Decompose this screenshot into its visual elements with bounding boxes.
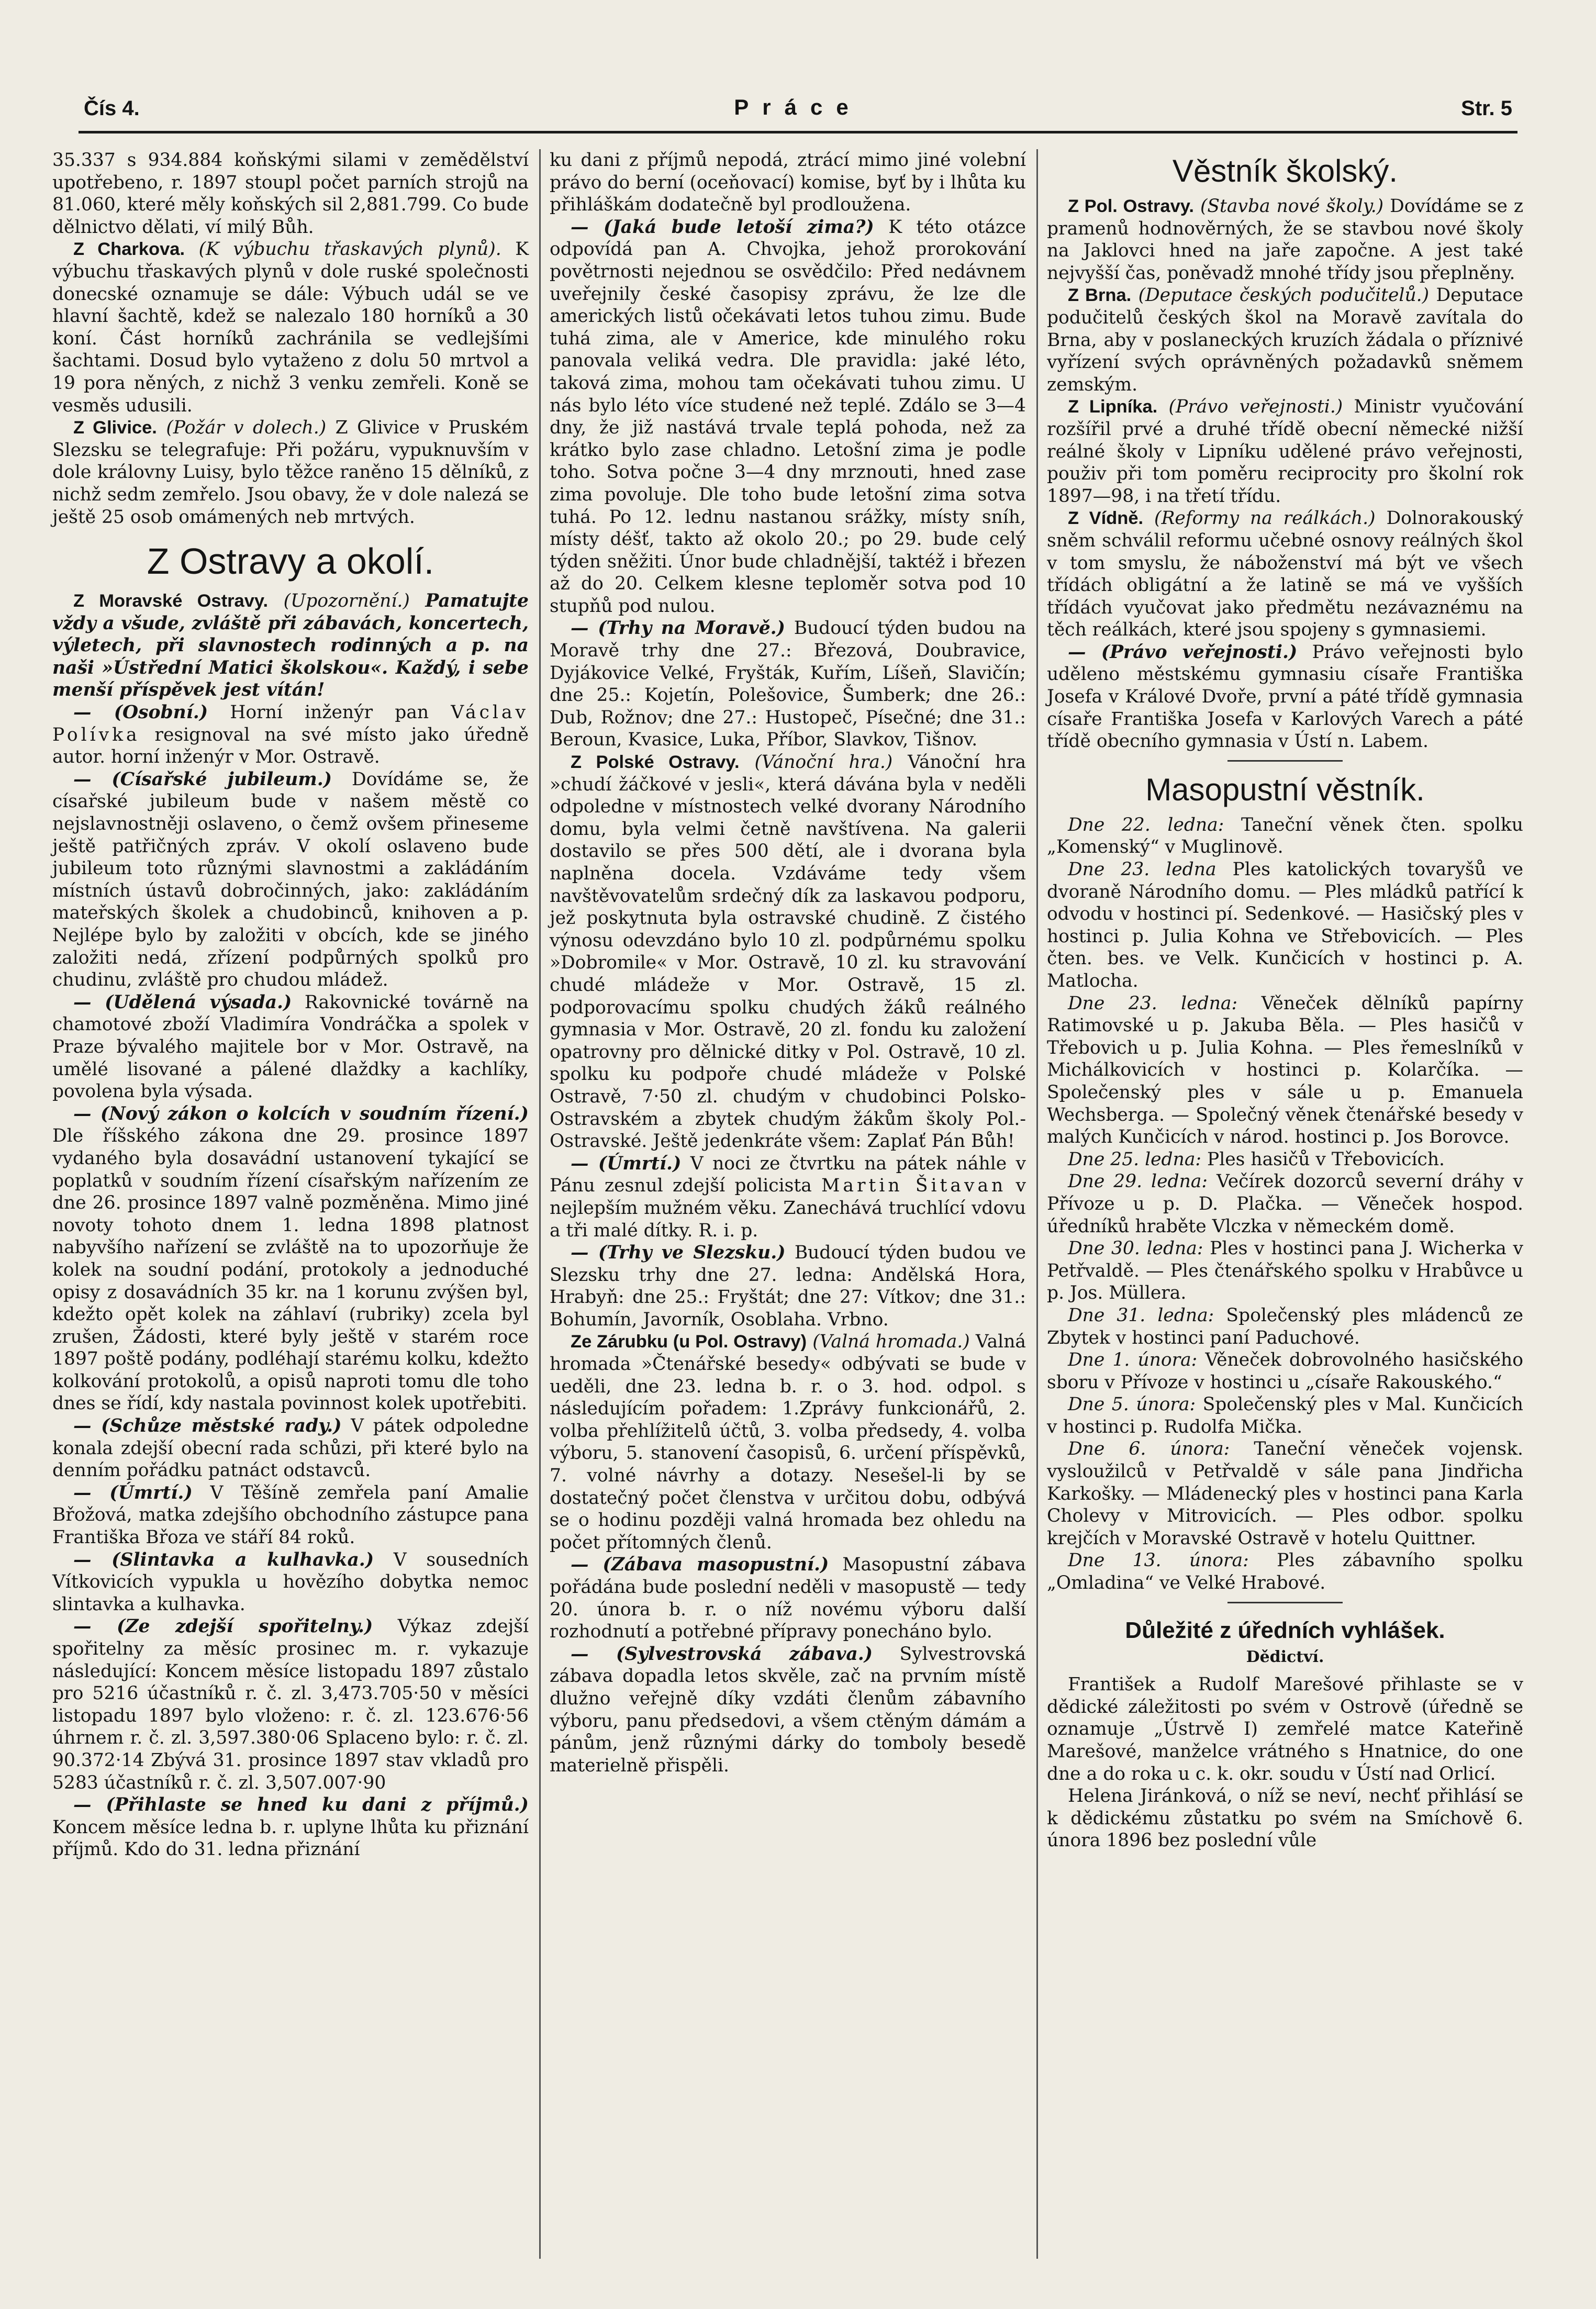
event-date: Dne 23. ledna: [1068,992,1238,1014]
article-text: Vánoční hra »chudí žáčkové v jesli«, která dávána byla v neděli odpoledne v místnostech velké dvorany Národního domu, byla velmi četně navštívena. Na galerii dostavilo se přes 500 dětí, ale i dvorana byla naplněna docela. Vzdáváme tedy všem navštěvovatelům srdečný dík za laskavou podporu, jež poskytnuta byla ostravské chudině. Z čistého výnosu odevzdáno bylo 10 zl. podpůrnému spolku »Dobromile« v Mor. Ostravě, 10 zl. ku stravování chudé mládeže v Mor. Ostravě, 15 zl. podporovacímu spolku chudých žáků reálného gymnasia v Mor. Ostravě, 20 zl. fondu ku založení opatrovny pro dělnické ditky v Pol. Ostravě, 10 zl. spolku ku podpoře chudé mládeže v Polské Ostravě, 7·50 zl. chudým v chudobinci Polsko-Ostravském a zbytek chudým žákům školy Pol.-Ostravské. Ještě jedenkráte všem: Zaplať Pán Bůh! [550,752,1026,1152]
place-heading: Ze Zárubku (u Pol. Ostravy) [571,1332,807,1352]
article-upozorneni [52,590,529,701]
article-text: Rakovnické továrně na chamotové zboží Vladimíra Vondráčka a spolek v Praze bývalého majitele bor v Mor. Ostravě, na umělé lisované a pálené dlaždky a kachlíky, povolena byla výsada. [52,991,529,1102]
article-viden [1047,507,1523,641]
article-text: V sousedních Vítkovicích vypukla u hovězího dobytka nemoc slintavka a kulhavka. [52,1549,529,1615]
event-date: Dne 1. února: [1068,1349,1198,1371]
article-text: Dolnorakouský sněm schválil reformu učebné osnovy reálných škol v tom smyslu, že náboženství má být ve všech třídách obligátní a že latině se má ve vyšších třídách vyučovat jako předmětu nezávaznému na těch reálkách, které jsou spojeny s gymnasiemi. [1047,508,1524,641]
article-topic: — (Ze zdejší spořitelny.) [73,1616,373,1637]
article-text: Z Glivice v Pruském Slezsku se telegrafuje: Při požáru, vypuknuvším v dole královny Luisy, bylo těžce raněno 15 dělníků, z nichž sedm zemřelo. Jsou obavy, že v dole nalezá se ještě 25 osob omámených neb mrtvých. [52,417,529,528]
notice-text: František a Rudolf Marešové přihlaste se v dědické záležitosti po svém v Ostrově (úředně se oznamuje „Ústrvě I) zemřelé matce Kateřině Marešové, manželce vrátného s Hnatnice, do one dne a do roka u c. k. okr. soudu v Ústí nad Orlicí. [1047,1674,1523,1784]
article-text: K výbuchu třaskavých plynů v dole ruské společnosti donecské oznamuje se dále: Výbuch udál se ve hlavní šachtě, kdež se nalezalo 180 horníků a 30 koní. Část horníků zachránila se vedlejšími šachtami. Dosud bylo vytaženo z dolu 50 mrtvol a 19 pora něných, z nichž 3 venku zemřeli. Koně se vesměs udusili. [52,239,529,416]
section-heading: Věstník školský. [1172,153,1398,188]
column-divider [539,149,541,2259]
place-heading: Z Polské Ostravy. [571,752,740,773]
article-zakon [52,1103,529,1415]
event-text: Věneček dobrovolného hasičského sboru v Přívoze v hostinci u „císaře Rakouského.“ [1047,1349,1524,1393]
section-heading: Důležité z úředních vyhlášek. [1125,1617,1445,1643]
event-text: Společenský ples mládenců ze Zbytek v hostinci paní Paduchové. [1047,1304,1523,1348]
article-pol-ostrava [1047,195,1523,284]
article-text: Budoucí týden budou ve Slezsku trhy dne 27. ledna: Andělská Hora, Hrabyň: dne 25.: Fryštát; dne 27: Vítkov; dne 31.: Bohumín, Javorník, Osoblaha. Vrbno. [550,1242,1026,1330]
place-heading: Z Moravské Ostravy. [73,591,269,611]
column-divider [1036,149,1038,2259]
subheading: Dědictví. [1246,1647,1324,1666]
article-osobni [52,701,529,768]
place-heading: Z Vídně. [1068,508,1144,529]
person-name: Martin Šitavan [821,1175,1007,1197]
article-umrti [52,1482,529,1549]
event-text: Taneční věnek čten. spolku „Komenský“ v Muglinově. [1047,814,1524,858]
event-entry [1047,1237,1523,1304]
article-topic: (Vánoční hra.) [754,752,893,773]
event-text: Ples hasičů v Třebovicích. [1207,1148,1445,1170]
article-zima [550,216,1026,618]
article-text: Dle říšského zákona dne 29. prosince 1897 vydaného byla dosavádní ustanovení tykající se poplatků v soudním řízení císařským nařízením ze dne 26. prosince 1897 valně pozměněna. Mimo jiné novoty tohoto dnem 1. ledna 1898 platnost nabyvšího nařízení se zvláště na to upozorňuje že kolek na soudní podání, protokoly a jednoduché opisy z dosavádních 35 kr. na 1 korunu zvýšen byl, kdežto opět kolek na záhlaví (rubriky) zcela byl zrušen, Žádosti, které byly ještě v starém roce 1897 poště podány, podléhají starému kolku, kdežto kolkování protokolů, a opisů naproti tomu dle toho dnes se řídí, kdy nastala povinnost kolek upotřebiti. [52,1125,529,1414]
section-rule [1227,760,1343,762]
article-topic: — (Zábava masopustní.) [571,1554,829,1576]
article-text: Koncem měsíce ledna b. r. uplyne lhůta ku přiznání příjmů. Kdo do 31. ledna přiznání [52,1816,529,1860]
section-heading: Z Ostravy a okolí. [147,541,434,582]
event-entry [1047,992,1523,1148]
article-text: Dovídáme se, že císařské jubileum bude v našem městě co nejslavnostněji oslaveno, o čemž ovšem přineseme ještě patřičných zpráv. V okolí oslaveno bude jubileum toto různými slavnostmi a zakládáním místních ústavů dobročinných, jako: zakládáním mateřských školek a chudobinců, knihoven a p. Nejlépe bylo by založiti v obcích, kde se jiného založiti nedá, zřízení podpůrných spolků pro chudinu, zvláště pro chudou mládež. [52,768,529,991]
article-topic: — (Jaká bude letoší zima?) [571,216,874,238]
event-date: Dne 13. února: [1068,1550,1249,1571]
article-topic: — (Císařské jubileum.) [73,768,332,790]
article-topic: (Upozornění.) [283,590,410,612]
article-topic: — (Udělená výsada.) [73,991,292,1013]
event-text: Společenský ples v Mal. Kunčicích v hostinci p. Rudolfa Mička. [1047,1394,1524,1437]
person-name: Václav Polívka [52,702,529,745]
article-vysada [52,991,529,1103]
article-text: V pátek odpoledne konala zdejší obecní rada schůzi, při které bylo na denním pořádku patnáct odstavců. [52,1415,529,1481]
article-slintavka [52,1549,529,1616]
event-date: Dne 5. února: [1068,1394,1196,1415]
article-sylvestr [550,1643,1026,1777]
article-text: Masopustní zábava pořádána bude poslední neděli v masopustě — tedy 20. února b. r. o níž novému výboru další rozhodnutí a potřebné přípravy ponecháno bylo. [550,1554,1026,1643]
article-topic: — (Schůze městské rady.) [73,1415,342,1437]
event-date: Dne 31. ledna: [1068,1304,1214,1326]
article-text: Právo veřejnosti bylo uděleno městskému gymnasiu císaře Františka Josefa v Králové Dvoře, první a páté třídě gymnasia císaře Františka Josefa v Karlových Varech a páté třídě obecního gymnasia v Ústí n. Labem. [1047,641,1523,752]
place-heading: Z Lipníka. [1068,397,1158,417]
place-heading: Z Brna. [1068,285,1132,306]
article-topic: — (Sylvestrovská zábava.) [571,1643,873,1665]
article-topic: (Právo veřejnosti.) [1168,396,1343,418]
article-pravo [1047,641,1523,753]
article-topic: — (Trhy na Moravě.) [571,618,785,639]
article-topic: — (Přihlaste se hned ku dani z příjmů.) [73,1794,529,1816]
article-continuation: 35.337 s 934.884 koňskými silami v zemědělství upotřebeno, r. 1897 stoupl počet parních strojů na 81.060, které měly koňských sil 2,881.799. Co bude dělnictvo dělati, ví milý Bůh. [52,150,529,238]
article-text: Horní inženýr pan [230,702,429,723]
article-umrti [550,1153,1026,1242]
event-text: Ples v hostinci pana J. Wicherka v Petřvaldě. — Ples čtenářského spolku v Hrabůvce u p. Jos. Müllera. [1047,1238,1524,1304]
article-text: v nejlepším mužném věku. Zanechává truchlící vdovu a tři malé dítky. R. i. p. [550,1175,1026,1241]
article-topic: (Požár v dolech.) [166,417,327,439]
article-schuze [52,1415,529,1482]
event-entry [1047,1438,1523,1549]
event-date: Dne 23. ledna [1068,859,1216,880]
article-vanocni-hra [550,751,1026,1153]
article-trhy-morava [550,617,1026,751]
article-topic: (K výbuchu třaskavých plynů). [198,239,501,260]
event-text: Večírek dozorců severní dráhy v Přívoze u p. D. Plačka. — Věneček hospod. úředníků hraběte Vlczka v německém domě. [1047,1171,1524,1237]
notice-text: Helena Jiránková, o níž se neví, nechť přihlásí se k dědickému zůstatku po svém na Smíchově 6. února 1896 bez poslední vůle [1047,1786,1523,1851]
article-sporitelna [52,1615,529,1794]
article-topic: — (Osobní.) [73,702,208,723]
event-date: Dne 6. února: [1068,1438,1230,1460]
place-heading: Z Pol. Ostravy. [1068,196,1194,216]
article-text: resignoval na své místo jako úředně autor. horní inženýr v Mor. Ostravě. [52,724,529,768]
section-rule [1227,1602,1343,1603]
event-text: Věneček dělníků papírny Ratimovské u p. Jakuba Běla. — Ples hasičů v Třebovich u p. Julia Kohna. — Ples řemeslníků v Michálkovicích v hostinci p. Kolarčíka. — Společenský ples v sále u p. Emanuela Wechsberga. — Společný věnek čtenářské besedy v malých Kunčicích v národ. hostinci p. Jos Borovce. [1047,992,1524,1148]
page-number: Str. 5 [1461,97,1512,120]
article-text: Pamatujte vždy a všude, zvláště při zábavách, koncertech, výletech, při slavnostech rodinných a p. na naši »Ústřední Matici školskou«. Každý, i sebe menší příspěvek jest vítán! [52,590,529,701]
article-text: K této otázce odpovídá pan A. Chvojka, jehož prorokování povětrnosti nejednou se osvědčilo: Před nedávnem uveřejnily české časopisy zprávu, že lze dle amerických listů očekávati letos tuhou zimu. Bude tuhá zima, ale v Americe, kde minulého roku panovala veliká vedra. Dle pravidla: jaké léto, taková zima, mohou tam očekávati tuhou zimu. U nás bylo léto více studené než teplé. Zdálo se 3—4 dny, že již nastává trvale teplá pohoda, než za krátko bylo zase chladno. Letošní zima je podle toho. Sotva počne 3—4 dny mrznouti, hned zase zima povoluje. Dle toho bude letošní zima sotva tuhá. Po 12. lednu nastanou srážky, místy sníh, místy déšť, takto až okolo 20.; po 29. bude celý týden sněžiti. Únor bude chladnější, taktéž i březen až do 20. Celkem klesne teploměr sotva pod 10 stupňů pod nulou. [550,216,1026,617]
event-entry [1047,1349,1523,1393]
column-2 [550,149,1026,1777]
article-text: Ministr vyučování rozšířil prvé a druhé třídě obecní německé nižší reálné školy v Lipníku udělené právo veřejnosti, použiv při tom poměru reciprocity pro školní rok 1897—98, i na třetí třídu. [1047,396,1524,507]
article-zarubek [550,1331,1026,1554]
place-heading: Z Charkova. [73,239,185,260]
page-header [79,92,1517,128]
article-topic: — (Úmrtí.) [571,1153,682,1174]
event-text: Ples zábavního spolku „Omladina“ ve Velké Hrabové. [1047,1550,1523,1594]
article-topic: (Stavba nové školy.) [1200,196,1384,217]
article-text: Dovídáme se z pramenů hodnověrných, že se stavbou nové školy na Jaklovci hned na jaře započne. A jest také nejvyšší čas, poněvadž mnohé třídy jsou přeplněny. [1047,196,1524,284]
article-topic: (Reformy na reálkách.) [1154,508,1376,529]
event-entry [1047,1304,1523,1349]
article-text: V Těšíně zemřela paní Amalie Břožová, matka zdejšího obchodního zástupce pana Františka Břoza ve stáří 84 roků. [52,1482,529,1548]
article-topic: — (Slintavka a kulhavka.) [73,1549,374,1570]
place-heading: Z Glivice. [73,418,157,438]
article-jubileum [52,768,529,991]
article-topic: — (Úmrtí.) [73,1482,193,1503]
event-entry [1047,1148,1523,1171]
event-entry [1047,1549,1523,1594]
newspaper-title: Práce [734,95,862,119]
event-entry [1047,1170,1523,1237]
event-text: Ples katolických tovaryšů ve dvoraně Národního domu. — Ples mládků patřící k odvodu v hostinci pí. Sedenkové. — Hasičský ples v hostinci p. Julia Kohna ve Střebovicích. — Ples čten. bes. ve Velk. Kunčicích v hostinci p. A. Matlocha. [1047,859,1524,991]
event-text: Taneční věneček vojensk. vysloužilců v Petřvaldě v sále pana Jindřicha Karkošky. — Mládenecký ples v hostinci pana Karla Cholevy v Mitrovicích. — Ples odbor. spolku krejčích v Moravské Ostravě v hotelu Quittner. [1047,1438,1523,1549]
article-continuation: ku dani z příjmů nepodá, ztrácí mimo jiné volební právo do berní (oceňovací) komise, byť by i lhůta ku přihláškám dodatečně byl prodloužena. [550,150,1026,216]
article-text: V noci ze čtvrtku na pátek náhle v Pánu zesnul zdejší policista [550,1153,1026,1197]
article-text: Sylvestrovská zábava dopadla letos skvěle, zač na prvním místě dlužno veřejně díky vzdáti členům zábavního výboru, panu předsedovi, a všem ctěným dámám a pánům, jenž různými dárky do tomboly besedě materielně přispěli. [550,1643,1026,1776]
article-dani [52,1794,529,1861]
article-brno [1047,284,1523,396]
event-date: Dne 22. ledna: [1068,814,1224,835]
event-date: Dne 25. ledna: [1068,1148,1202,1170]
article-text: Budoucí týden budou na Moravě trhy dne 27.: Březová, Doubravice, Dyjákovice Velké, Fryšták, Kuřím, Líšeň, Slavičín; dne 25.: Kojetín, Polešovice, Šumberk; dne 26.: Dub, Rožnov; dne 27.: Hustopeč, Písečné; dne 31.: Beroun, Kvasice, Luka, Příbor, Slavkov, Tišnov. [550,618,1026,751]
issue-number: Čís 4. [84,97,140,120]
event-date: Dne 30. ledna: [1068,1238,1203,1259]
article-trhy-slezsko [550,1242,1026,1331]
section-heading: Masopustní věstník. [1145,772,1425,807]
article-topic: — (Trhy ve Slezsku.) [571,1242,786,1264]
article-lipnik [1047,396,1523,507]
column-3 [1047,149,1523,1852]
article-text: Valná hromada »Čtenářské besedy« odbývati se bude v ueděli, dne 23. ledna b. r. o 3. hod. odpol. s následujícím pořadem: 1.Zprávy funkcionářů, 2. volba přehlížitelů účtů, 3. volba předsedy, 4. volba výboru, 5. stanovení časopisů, 6. určení příspěvků, 7. volné návrhy a dotazy. Nesešel-li by se dostatečný počet členstva v určitou dobu, odbývá se o hodinu později valná hromada bez ohledu na počet přítomných členů. [550,1331,1026,1553]
header-rule [79,131,1517,133]
article-topic: (Valná hromada.) [812,1331,970,1353]
article-zabava [550,1554,1026,1643]
article-topic: — (Nový zákon o kolcích v soudním řízení.) [73,1103,529,1124]
article-charkov [52,238,529,417]
article-topic: — (Právo veřejnosti.) [1068,641,1298,663]
event-date: Dne 29. ledna: [1068,1171,1208,1192]
article-glivice [52,417,529,528]
article-text: Výkaz zdejší spořitelny za měsíc prosinec m. r. vykazuje následující: Koncem měsíce listopadu 1897 zůstalo pro 5216 účastníků r. č. zl. 3,473.705·50 v měsíci listopadu 1897 bylo vloženo: r. č. zl. 123.676·56 úhrnem r. č. zl. 3,597.380·06 Splaceno bylo: r. č. zl. 90.372·14 Zbývá 31. prosince 1897 stav vkladů pro 5283 účastníků r. č. zl. 3,507.007·90 [52,1616,529,1793]
event-entry [1047,1393,1523,1438]
event-entry [1047,858,1523,992]
article-text: Deputace podučitelů českých škol na Moravě zavítala do Brna, aby v poslaneckých kruzích žádala o příznivé vyřízení svých oprávněných požadavků sněmem zemským. [1047,285,1524,395]
article-topic: (Deputace českých podučitelů.) [1138,285,1430,306]
column-1 [52,149,529,1861]
event-entry [1047,814,1523,858]
